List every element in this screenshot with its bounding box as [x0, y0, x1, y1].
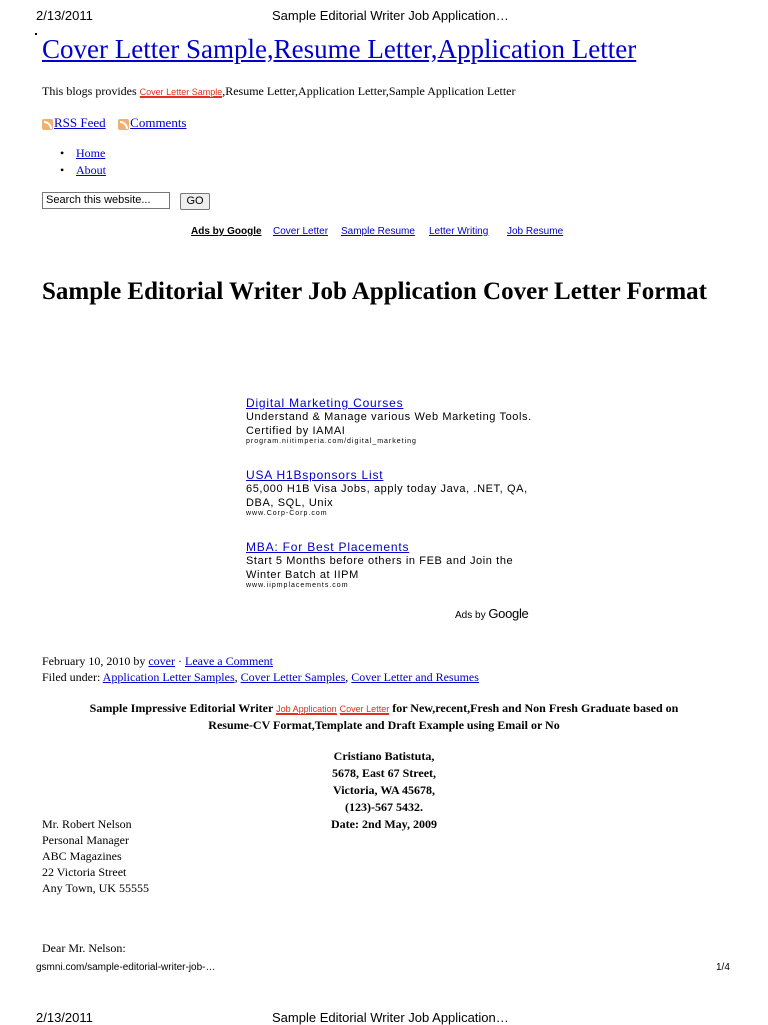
- ad-title-link[interactable]: Digital Marketing Courses: [246, 396, 404, 410]
- nav-item-home: [60, 145, 106, 162]
- nav-link-home[interactable]: Home: [76, 146, 106, 160]
- main-nav: [60, 145, 106, 179]
- ad-description: Understand & Manage various Web Marketing Tools. Certified by IAMAI: [246, 411, 532, 437]
- adsbar-link-sample-resume[interactable]: Sample Resume: [341, 226, 415, 237]
- site-tagline: [42, 84, 516, 99]
- nav-item-about: [60, 162, 106, 179]
- ad-url[interactable]: www.iipmplacements.com: [246, 582, 349, 589]
- ad-url[interactable]: program.niitimperia.com/digital_marketing: [246, 438, 417, 445]
- cover-letter-link[interactable]: Cover Letter: [339, 704, 390, 714]
- search-input[interactable]: Search this website...: [42, 192, 170, 209]
- print-date: 2/13/2011: [36, 8, 93, 23]
- ad-title-link[interactable]: USA H1Bsponsors List: [246, 468, 384, 482]
- post-title: Sample Editorial Writer Job Application Cover Letter Format: [42, 278, 707, 305]
- sender-line: (123)-567 5432.: [345, 800, 423, 814]
- rss-icon: [42, 119, 53, 130]
- recipient-address: [42, 816, 149, 896]
- author-link[interactable]: cover: [148, 654, 175, 668]
- ad-description: 65,000 H1B Visa Jobs, apply today Java, .NET, QA, DBA, SQL, Unix: [246, 483, 528, 509]
- nav-link-about[interactable]: About: [76, 163, 106, 177]
- ads-by-google-badge[interactable]: [455, 606, 528, 621]
- comments-feed-link[interactable]: Comments: [130, 115, 187, 130]
- comments-feed-icon: [118, 119, 129, 130]
- dot-mark: [35, 33, 37, 35]
- recipient-line: Personal Manager: [42, 833, 129, 847]
- ad-url[interactable]: www.Corp-Corp.com: [246, 510, 328, 517]
- job-application-link[interactable]: Job Application: [276, 704, 337, 714]
- intro-text-before: Sample Impressive Editorial Writer: [89, 701, 274, 715]
- ad-unit: [246, 396, 546, 445]
- rss-feed-link[interactable]: RSS Feed: [54, 115, 106, 130]
- adsbar-link-letter-writing[interactable]: Letter Writing: [429, 226, 489, 237]
- adsbar-link-job-resume[interactable]: Job Resume: [507, 226, 564, 237]
- print-footer-url: gsmni.com/sample-editorial-writer-job-…: [36, 962, 216, 973]
- leave-comment-link[interactable]: Leave a Comment: [184, 654, 273, 668]
- intro-line: [42, 700, 726, 718]
- search-go-button[interactable]: GO: [180, 193, 210, 210]
- meta-separator: ·: [177, 654, 182, 668]
- sender-line: 5678, East 67 Street,: [331, 766, 437, 780]
- category-link[interactable]: Cover Letter and Resumes: [351, 670, 479, 684]
- recipient-line: 22 Victoria Street: [42, 865, 127, 879]
- category-link[interactable]: Cover Letter Samples: [240, 670, 346, 684]
- sender-line: Cristiano Batistuta,: [333, 749, 435, 763]
- recipient-line: Any Town, UK 55555: [42, 881, 149, 895]
- adsbar-link-cover-letter[interactable]: Cover Letter: [273, 226, 329, 237]
- tagline-text-after: ,Resume Letter,Application Letter,Sample Application Letter: [222, 84, 516, 98]
- ads-by-google-label[interactable]: Ads by Google: [191, 226, 262, 237]
- salutation: Dear Mr. Nelson:: [42, 941, 126, 955]
- ad-unit: [246, 540, 546, 589]
- print-date-page-2: 2/13/2011: [36, 1010, 93, 1025]
- sender-line: Date: 2nd May, 2009: [331, 817, 437, 831]
- post-categories: Filed under: Application Letter Samples, Cover Letter Samples, Cover Letter and Resumes: [42, 670, 479, 684]
- intro-text-after: for New,recent,Fresh and Non Fresh Graduate based on: [392, 701, 679, 715]
- tagline-text-before: This blogs provides: [42, 84, 137, 98]
- print-title: Sample Editorial Writer Job Application…: [272, 8, 509, 23]
- post-meta: [42, 654, 273, 669]
- intro-line-2: Resume-CV Format,Template and Draft Example using Email or No: [208, 718, 560, 732]
- filed-under-label: Filed under:: [42, 670, 101, 684]
- sender-line: Victoria, WA 45678,: [333, 783, 435, 797]
- ad-description: Start 5 Months before others in FEB and Join the Winter Batch at IIPM: [246, 555, 514, 581]
- ad-title-link[interactable]: MBA: For Best Placements: [246, 540, 410, 554]
- feed-links: [42, 115, 187, 131]
- print-page-number: 1/4: [716, 962, 730, 973]
- ads-by-prefix: Ads by: [455, 610, 486, 621]
- recipient-line: Mr. Robert Nelson: [42, 817, 132, 831]
- category-link[interactable]: Application Letter Samples: [102, 670, 235, 684]
- tagline-highlight-link[interactable]: Cover Letter Sample: [139, 87, 223, 97]
- ad-unit: [246, 468, 546, 517]
- site-title-link[interactable]: Cover Letter Sample,Resume Letter,Application Letter: [42, 34, 637, 64]
- google-brand: Google: [488, 606, 529, 621]
- recipient-line: ABC Magazines: [42, 849, 122, 863]
- post-date: February 10, 2010 by: [42, 654, 146, 668]
- print-title-page-2: Sample Editorial Writer Job Application…: [272, 1010, 509, 1025]
